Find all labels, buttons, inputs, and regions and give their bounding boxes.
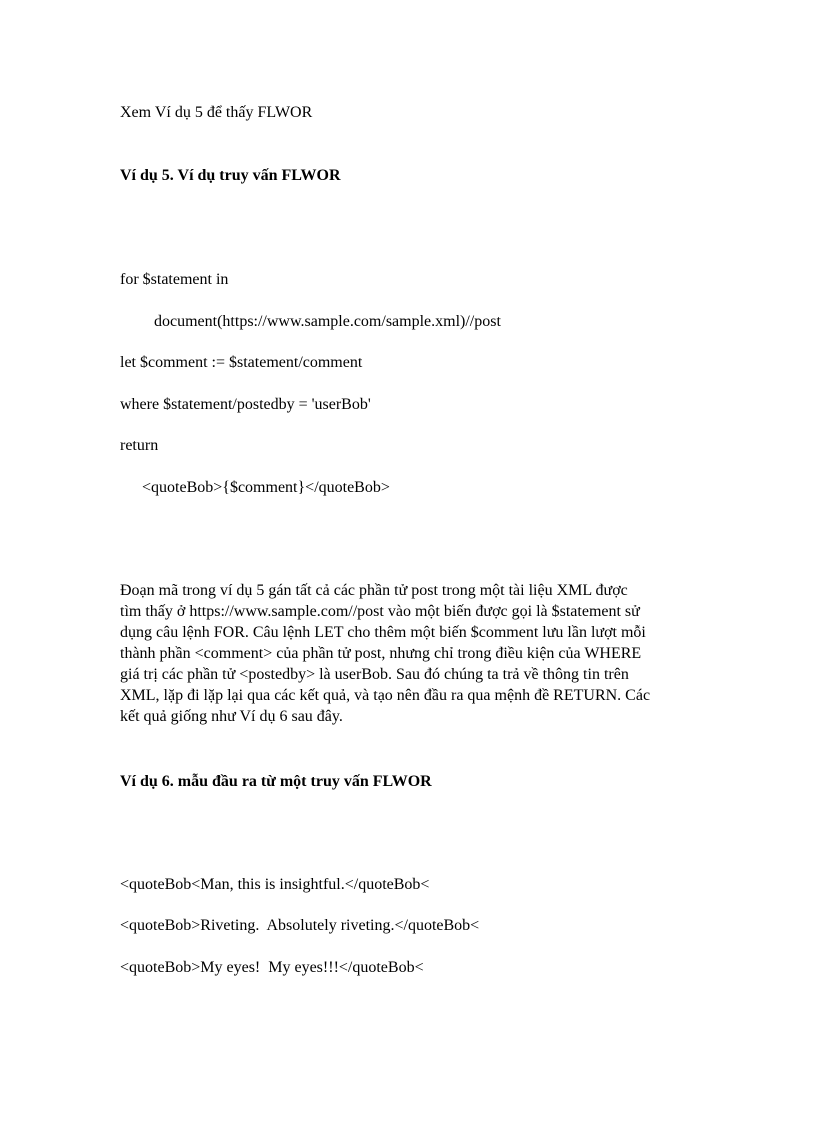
explanation-paragraph — [120, 580, 710, 727]
paragraph-line: Đoạn mã trong ví dụ 5 gán tất cả các phần tử post trong một tài liệu XML được — [120, 582, 628, 599]
paragraph-line: dụng câu lệnh FOR. Câu lệnh LET cho thêm một biến $comment lưu lần lượt mỗi — [120, 624, 646, 641]
paragraph-line: giá trị các phần tử <postedby> là userBob. Sau đó chúng ta trả về thông tin trên — [120, 666, 629, 683]
paragraph-line: thành phần <comment> của phần tử post, nhưng chỉ trong điều kiện của WHERE — [120, 645, 642, 662]
paragraph-line: kết quả giống như Ví dụ 6 sau đây. — [120, 708, 343, 725]
code-line: <quoteBob>{$comment}</quoteBob> — [142, 479, 390, 496]
example-5-heading: Ví dụ 5. Ví dụ truy vấn FLWOR — [120, 167, 341, 184]
paragraph-line: XML, lặp đi lặp lại qua các kết quả, và tạo nên đầu ra qua mệnh đề RETURN. Các — [120, 687, 651, 704]
output-line: <quoteBob<Man, this is insightful.</quoteBob< — [120, 876, 430, 893]
code-line: return — [120, 437, 159, 454]
code-line: where $statement/postedby = 'userBob' — [120, 396, 371, 413]
intro-text: Xem Ví dụ 5 để thấy FLWOR — [120, 104, 313, 121]
paragraph-line: tìm thấy ở https://www.sample.com//post vào một biến được gọi là $statement sử — [120, 603, 640, 620]
code-line: for $statement in — [120, 271, 229, 288]
code-line: document(https://www.sample.com/sample.xml)//post — [154, 313, 501, 330]
output-line: <quoteBob>Riveting. Absolutely riveting.</quoteBob< — [120, 917, 480, 934]
example-6-heading: Ví dụ 6. mẫu đầu ra từ một truy vấn FLWOR — [120, 773, 432, 790]
code-line: let $comment := $statement/comment — [120, 354, 363, 371]
output-line: <quoteBob>My eyes! My eyes!!!</quoteBob< — [120, 959, 424, 976]
